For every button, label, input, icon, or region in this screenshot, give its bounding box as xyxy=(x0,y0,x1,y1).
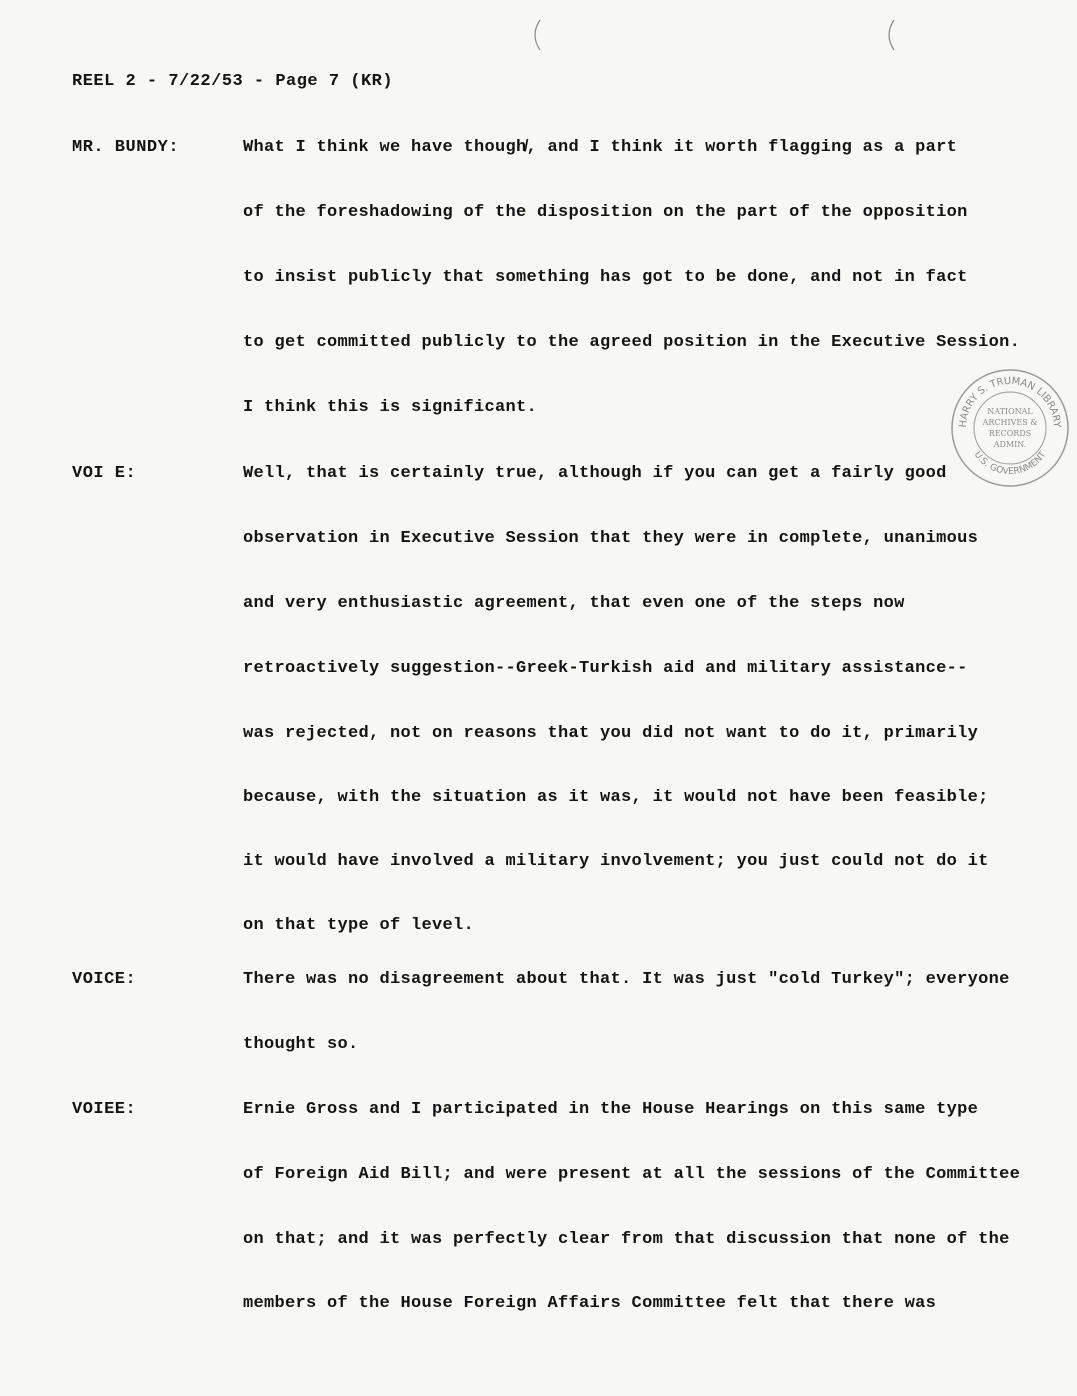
text-line: because, with the situation as it was, it would not have been feasible; xyxy=(243,788,989,807)
text-line: There was no disagreement about that. It was just "cold Turkey"; everyone xyxy=(243,970,1010,989)
speaker-label: VOI E: xyxy=(72,464,137,483)
text-line: of Foreign Aid Bill; and were present at all the sessions of the Committee xyxy=(243,1165,1021,1184)
text-line: it would have involved a military involvement; you just could not do it xyxy=(243,852,989,871)
speaker-label: VOIEE: xyxy=(72,1100,137,1119)
binder-hole-mark-right xyxy=(880,18,900,52)
page-header: REEL 2 - 7/22/53 - Page 7 (KR) xyxy=(72,72,394,91)
text-line: thought so. xyxy=(243,1035,359,1054)
text-line: Ernie Gross and I participated in the House Hearings on this same type xyxy=(243,1100,979,1119)
stamp-center-line: RECORDS xyxy=(988,429,1032,438)
text-line: of the foreshadowing of the disposition on the part of the opposition xyxy=(243,203,968,222)
archive-stamp xyxy=(948,366,1072,490)
stamp-center-line: ARCHIVES & xyxy=(982,418,1038,427)
binder-hole-mark-left xyxy=(526,18,546,52)
text-line: to get committed publicly to the agreed position in the Executive Session. xyxy=(243,333,1021,352)
speaker-label: VOICE: xyxy=(72,970,137,989)
stamp-top-text: HARRY S. TRUMAN LIBRARY xyxy=(957,375,1063,429)
stamp-center-line: NATIONAL xyxy=(987,407,1033,416)
text-line: retroactively suggestion--Greek-Turkish aid and military assistance-- xyxy=(243,659,968,678)
text-line: observation in Executive Session that they were in complete, unanimous xyxy=(243,529,979,548)
text-line: Well, that is certainly true, although if you can get a fairly good xyxy=(243,464,947,483)
stamp-center-line: ADMIN. xyxy=(993,440,1027,449)
text-line: I think this is significant. xyxy=(243,398,538,417)
text-line: on that; and it was perfectly clear from that discussion that none of the xyxy=(243,1230,1010,1249)
speaker-label: MR. BUNDY: xyxy=(72,138,180,157)
text-line: was rejected, not on reasons that you did not want to do it, primarily xyxy=(243,724,979,743)
text-line: What I think we have though̸, and I think it worth flagging as a part xyxy=(243,138,958,157)
text-line: and very enthusiastic agreement, that even one of the steps now xyxy=(243,594,905,613)
text-line: members of the House Foreign Affairs Committee felt that there was xyxy=(243,1294,937,1313)
text-line: to insist publicly that something has got to be done, and not in fact xyxy=(243,268,968,287)
text-line: on that type of level. xyxy=(243,916,475,935)
svg-text:U.S. GOVERNMENT xyxy=(972,450,1049,478)
stamp-bottom-text: U.S. GOVERNMENT xyxy=(971,449,1049,478)
